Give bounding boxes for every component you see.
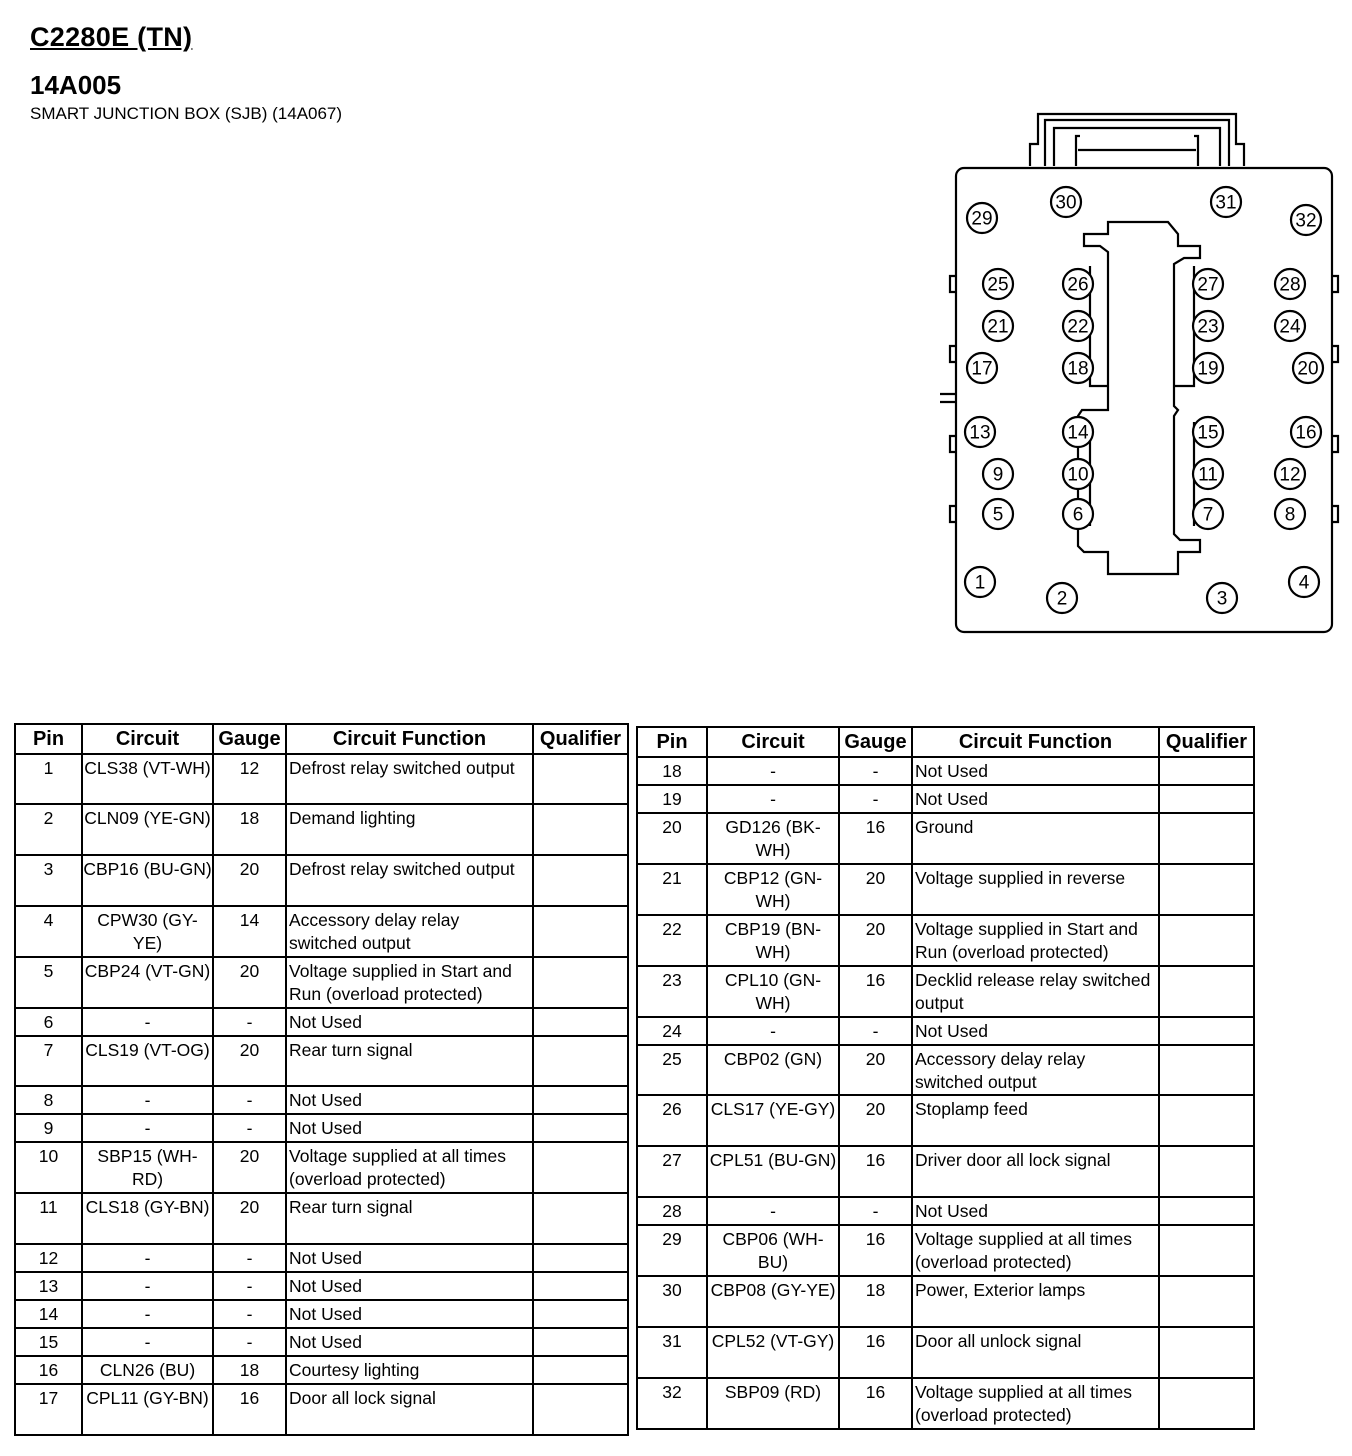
circuit-function-cell: Voltage supplied at all times (overload protected)	[286, 1142, 533, 1193]
gauge-cell: 12	[213, 754, 286, 804]
gauge-cell: 20	[839, 915, 912, 966]
pin-number-label: 24	[1279, 316, 1301, 338]
pin-number-label: 14	[1067, 422, 1089, 444]
circuit-cell: SBP15 (WH-RD)	[82, 1142, 213, 1193]
pin-number-label: 29	[971, 208, 993, 230]
gauge-cell: -	[213, 1328, 286, 1356]
pin-cell: 30	[637, 1276, 707, 1327]
pin-number-label: 7	[1202, 504, 1214, 526]
pin-number-label: 11	[1198, 464, 1218, 486]
qualifier-cell	[1159, 1327, 1254, 1378]
pin-1	[965, 567, 995, 597]
pin-cell: 27	[637, 1146, 707, 1197]
pin-8	[1275, 499, 1305, 529]
pin-cell: 25	[637, 1045, 707, 1095]
circuit-function-cell: Voltage supplied in Start and Run (overload protected)	[286, 957, 533, 1008]
table-row	[15, 1008, 628, 1036]
qualifier-cell	[1159, 1045, 1254, 1095]
table-row	[15, 1086, 628, 1114]
table-row	[15, 855, 628, 906]
qualifier-cell	[533, 1036, 628, 1086]
gauge-cell: 20	[213, 957, 286, 1008]
pin-number-label: 15	[1197, 422, 1219, 444]
pin-number-label: 25	[987, 274, 1009, 296]
pin-number-label: 26	[1067, 274, 1089, 296]
pin-cell: 22	[637, 915, 707, 966]
pin-16	[1291, 417, 1321, 447]
table-row	[637, 1045, 1254, 1095]
pin-number-label: 5	[992, 504, 1004, 526]
circuit-cell: CPL10 (GN-WH)	[707, 966, 839, 1017]
pin-number-label: 4	[1298, 572, 1310, 594]
qualifier-cell	[533, 1300, 628, 1328]
pin-cell: 2	[15, 804, 82, 855]
qualifier-cell	[533, 906, 628, 957]
circuit-function-cell: Power, Exterior lamps	[912, 1276, 1159, 1327]
pin-number-label: 18	[1067, 358, 1089, 380]
col-header-circuit: Circuit	[707, 727, 839, 757]
pin-cell: 20	[637, 813, 707, 864]
qualifier-cell	[533, 1244, 628, 1272]
col-header-gauge: Gauge	[839, 727, 912, 757]
pin-number-label: 16	[1295, 422, 1317, 444]
pin-17	[967, 353, 997, 383]
pin-cell: 29	[637, 1225, 707, 1276]
pin-cell: 15	[15, 1328, 82, 1356]
table-row	[637, 966, 1254, 1017]
pin-cell: 1	[15, 754, 82, 804]
pin-cell: 18	[637, 757, 707, 785]
pin-number-label: 19	[1197, 358, 1219, 380]
gauge-cell: -	[839, 1017, 912, 1045]
table-row	[15, 1193, 628, 1244]
qualifier-cell	[1159, 1378, 1254, 1429]
circuit-cell: -	[82, 1272, 213, 1300]
table-row	[637, 1017, 1254, 1045]
table-header-row	[15, 724, 628, 754]
pin-cell: 12	[15, 1244, 82, 1272]
qualifier-cell	[1159, 915, 1254, 966]
circuit-function-cell: Not Used	[912, 1197, 1159, 1225]
circuit-function-cell: Not Used	[286, 1300, 533, 1328]
circuit-function-cell: Not Used	[286, 1328, 533, 1356]
pin-cell: 9	[15, 1114, 82, 1142]
pin-21	[983, 311, 1013, 341]
table-row	[637, 1197, 1254, 1225]
circuit-function-cell: Voltage supplied in Start and Run (overload protected)	[912, 915, 1159, 966]
pin-number-label: 17	[971, 358, 993, 380]
table-row	[637, 785, 1254, 813]
circuit-cell: CBP19 (BN-WH)	[707, 915, 839, 966]
table-row	[637, 1327, 1254, 1378]
circuit-cell: CBP16 (BU-GN)	[82, 855, 213, 906]
gauge-cell: 16	[213, 1384, 286, 1435]
table-header-row	[637, 727, 1254, 757]
pin-29	[967, 203, 997, 233]
pin-25	[983, 269, 1013, 299]
qualifier-cell	[1159, 966, 1254, 1017]
gauge-cell: 18	[213, 1356, 286, 1384]
pin-32	[1291, 205, 1321, 235]
gauge-cell: 16	[839, 1225, 912, 1276]
pin-19	[1193, 353, 1223, 383]
col-header-circuit-function: Circuit Function	[912, 727, 1159, 757]
pin-cell: 3	[15, 855, 82, 906]
pin-24	[1275, 311, 1305, 341]
qualifier-cell	[1159, 813, 1254, 864]
circuit-cell: CPW30 (GY-YE)	[82, 906, 213, 957]
gauge-cell: -	[839, 757, 912, 785]
circuit-function-cell: Voltage supplied at all times (overload protected)	[912, 1378, 1159, 1429]
pin-27	[1193, 269, 1223, 299]
pin-number-label: 30	[1055, 192, 1077, 214]
pin-cell: 7	[15, 1036, 82, 1086]
circuit-function-cell: Rear turn signal	[286, 1036, 533, 1086]
col-header-circuit-function: Circuit Function	[286, 724, 533, 754]
circuit-function-cell: Not Used	[286, 1114, 533, 1142]
pin-number-label: 27	[1197, 274, 1219, 296]
col-header-qualifier: Qualifier	[1159, 727, 1254, 757]
pin-9	[983, 459, 1013, 489]
circuit-cell: CLN09 (YE-GN)	[82, 804, 213, 855]
table-row	[15, 1272, 628, 1300]
qualifier-cell	[1159, 1146, 1254, 1197]
gauge-cell: 20	[839, 1095, 912, 1146]
circuit-cell: -	[707, 1017, 839, 1045]
qualifier-cell	[1159, 1095, 1254, 1146]
circuit-function-cell: Not Used	[912, 757, 1159, 785]
pin-cell: 16	[15, 1356, 82, 1384]
pin-number-label: 8	[1284, 504, 1296, 526]
circuit-function-cell: Accessory delay relay switched output	[286, 906, 533, 957]
table-row	[15, 1142, 628, 1193]
pin-cell: 8	[15, 1086, 82, 1114]
circuit-function-cell: Ground	[912, 813, 1159, 864]
pin-cell: 10	[15, 1142, 82, 1193]
circuit-function-cell: Courtesy lighting	[286, 1356, 533, 1384]
table-row	[637, 1225, 1254, 1276]
table-row	[15, 1356, 628, 1384]
table-row	[637, 757, 1254, 785]
connector-id: C2280E (TN)	[30, 22, 193, 52]
circuit-function-cell: Demand lighting	[286, 804, 533, 855]
circuit-cell: -	[707, 1197, 839, 1225]
col-header-qualifier: Qualifier	[533, 724, 628, 754]
gauge-cell: -	[839, 1197, 912, 1225]
circuit-cell: CLS17 (YE-GY)	[707, 1095, 839, 1146]
circuit-function-cell: Not Used	[286, 1008, 533, 1036]
pin-3	[1207, 583, 1237, 613]
circuit-cell: CBP06 (WH-BU)	[707, 1225, 839, 1276]
table-row	[15, 1384, 628, 1435]
qualifier-cell	[533, 1114, 628, 1142]
pin-cell: 17	[15, 1384, 82, 1435]
circuit-cell: CPL51 (BU-GN)	[707, 1146, 839, 1197]
circuit-cell: CBP12 (GN-WH)	[707, 864, 839, 915]
col-header-pin: Pin	[15, 724, 82, 754]
circuit-function-cell: Rear turn signal	[286, 1193, 533, 1244]
circuit-cell: CPL52 (VT-GY)	[707, 1327, 839, 1378]
pin-number-label: 10	[1067, 464, 1089, 486]
pin-30	[1051, 187, 1081, 217]
table-row	[15, 1244, 628, 1272]
part-number: 14A005	[30, 70, 122, 100]
qualifier-cell	[533, 957, 628, 1008]
pin-15	[1193, 417, 1223, 447]
table-row	[15, 754, 628, 804]
pin-26	[1063, 269, 1093, 299]
pin-11	[1193, 459, 1223, 489]
circuit-function-cell: Voltage supplied at all times (overload protected)	[912, 1225, 1159, 1276]
qualifier-cell	[1159, 757, 1254, 785]
circuit-function-cell: Decklid release relay switched output	[912, 966, 1159, 1017]
gauge-cell: -	[213, 1272, 286, 1300]
col-header-pin: Pin	[637, 727, 707, 757]
pin-number-label: 1	[974, 572, 986, 594]
circuit-cell: GD126 (BK-WH)	[707, 813, 839, 864]
gauge-cell: 20	[213, 1142, 286, 1193]
pin-18	[1063, 353, 1093, 383]
pin-cell: 26	[637, 1095, 707, 1146]
circuit-function-cell: Driver door all lock signal	[912, 1146, 1159, 1197]
pin-cell: 13	[15, 1272, 82, 1300]
pin-cell: 31	[637, 1327, 707, 1378]
gauge-cell: 18	[839, 1276, 912, 1327]
qualifier-cell	[1159, 1276, 1254, 1327]
qualifier-cell	[533, 1142, 628, 1193]
pin-4	[1289, 567, 1319, 597]
circuit-function-cell: Voltage supplied in reverse	[912, 864, 1159, 915]
pin-number-label: 32	[1295, 210, 1317, 232]
table-row	[637, 1276, 1254, 1327]
table-row	[637, 915, 1254, 966]
gauge-cell: -	[213, 1244, 286, 1272]
pin-cell: 14	[15, 1300, 82, 1328]
pin-cell: 19	[637, 785, 707, 813]
col-header-gauge: Gauge	[213, 724, 286, 754]
connector-face-diagram	[938, 106, 1342, 638]
pin-number-label: 31	[1215, 192, 1237, 214]
pin-cell: 5	[15, 957, 82, 1008]
qualifier-cell	[533, 1272, 628, 1300]
pin-14	[1063, 417, 1093, 447]
col-header-circuit: Circuit	[82, 724, 213, 754]
table-row	[637, 1146, 1254, 1197]
gauge-cell: -	[213, 1300, 286, 1328]
pin-cell: 23	[637, 966, 707, 1017]
circuit-function-cell: Not Used	[912, 785, 1159, 813]
circuit-function-cell: Not Used	[286, 1244, 533, 1272]
qualifier-cell	[533, 1356, 628, 1384]
gauge-cell: 16	[839, 966, 912, 1017]
pin-cell: 24	[637, 1017, 707, 1045]
gauge-cell: 16	[839, 1327, 912, 1378]
pin-5	[983, 499, 1013, 529]
pin-2	[1047, 583, 1077, 613]
circuit-function-cell: Door all unlock signal	[912, 1327, 1159, 1378]
table-row	[15, 906, 628, 957]
gauge-cell: 20	[839, 864, 912, 915]
pin-cell: 4	[15, 906, 82, 957]
circuit-cell: CLS19 (VT-OG)	[82, 1036, 213, 1086]
qualifier-cell	[1159, 1197, 1254, 1225]
circuit-cell: -	[82, 1114, 213, 1142]
pin-cell: 28	[637, 1197, 707, 1225]
circuit-cell: -	[707, 785, 839, 813]
pin-cell: 6	[15, 1008, 82, 1036]
circuit-function-cell: Not Used	[286, 1086, 533, 1114]
pin-10	[1063, 459, 1093, 489]
circuit-function-cell: Defrost relay switched output	[286, 855, 533, 906]
circuit-cell: -	[82, 1328, 213, 1356]
circuit-cell: CLN26 (BU)	[82, 1356, 213, 1384]
gauge-cell: 16	[839, 1146, 912, 1197]
circuit-cell: -	[82, 1300, 213, 1328]
gauge-cell: -	[839, 785, 912, 813]
table-row	[637, 864, 1254, 915]
table-row	[15, 1036, 628, 1086]
gauge-cell: 16	[839, 1378, 912, 1429]
pin-number-label: 21	[987, 316, 1009, 338]
qualifier-cell	[1159, 785, 1254, 813]
pin-6	[1063, 499, 1093, 529]
qualifier-cell	[533, 855, 628, 906]
gauge-cell: 18	[213, 804, 286, 855]
pin-number-label: 12	[1279, 464, 1301, 486]
gauge-cell: 20	[213, 1036, 286, 1086]
pin-number-label: 9	[992, 464, 1004, 486]
table-row	[15, 1328, 628, 1356]
table-row	[637, 1378, 1254, 1429]
circuit-cell: SBP09 (RD)	[707, 1378, 839, 1429]
table-row	[637, 813, 1254, 864]
pin-number-label: 23	[1197, 316, 1219, 338]
table-row	[15, 1114, 628, 1142]
table-row	[15, 804, 628, 855]
pin-number-label: 20	[1297, 358, 1319, 380]
gauge-cell: 20	[839, 1045, 912, 1095]
table-row	[15, 957, 628, 1008]
pin-number-label: 13	[969, 422, 991, 444]
circuit-function-cell: Not Used	[912, 1017, 1159, 1045]
pin-12	[1275, 459, 1305, 489]
table-row	[15, 1300, 628, 1328]
pin-7	[1193, 499, 1223, 529]
pin-13	[965, 417, 995, 447]
circuit-cell: -	[82, 1008, 213, 1036]
circuit-function-cell: Defrost relay switched output	[286, 754, 533, 804]
gauge-cell: 16	[839, 813, 912, 864]
qualifier-cell	[533, 754, 628, 804]
circuit-cell: CPL11 (GY-BN)	[82, 1384, 213, 1435]
circuit-cell: CBP24 (VT-GN)	[82, 957, 213, 1008]
pin-cell: 21	[637, 864, 707, 915]
pin-number-label: 28	[1279, 274, 1301, 296]
gauge-cell: 14	[213, 906, 286, 957]
circuit-function-cell: Stoplamp feed	[912, 1095, 1159, 1146]
pin-number-label: 6	[1072, 504, 1084, 526]
circuit-cell: CLS38 (VT-WH)	[82, 754, 213, 804]
qualifier-cell	[1159, 1225, 1254, 1276]
pin-number-label: 2	[1056, 588, 1068, 610]
pin-28	[1275, 269, 1305, 299]
circuit-cell: -	[82, 1244, 213, 1272]
pin-number-label: 22	[1067, 316, 1089, 338]
circuit-cell: CLS18 (GY-BN)	[82, 1193, 213, 1244]
circuit-cell: CBP08 (GY-YE)	[707, 1276, 839, 1327]
circuit-function-cell: Not Used	[286, 1272, 533, 1300]
qualifier-cell	[533, 1008, 628, 1036]
pin-22	[1063, 311, 1093, 341]
pin-number-label: 3	[1216, 588, 1228, 610]
pin-cell: 11	[15, 1193, 82, 1244]
pinout-table-left	[14, 723, 629, 1436]
component-description: SMART JUNCTION BOX (SJB) (14A067)	[30, 104, 343, 123]
qualifier-cell	[533, 1086, 628, 1114]
gauge-cell: 20	[213, 1193, 286, 1244]
qualifier-cell	[1159, 1017, 1254, 1045]
qualifier-cell	[533, 1384, 628, 1435]
circuit-cell: -	[82, 1086, 213, 1114]
table-row	[637, 1095, 1254, 1146]
pin-20	[1293, 353, 1323, 383]
circuit-function-cell: Accessory delay relay switched output	[912, 1045, 1159, 1095]
gauge-cell: 20	[213, 855, 286, 906]
pin-23	[1193, 311, 1223, 341]
qualifier-cell	[533, 1328, 628, 1356]
qualifier-cell	[533, 1193, 628, 1244]
gauge-cell: -	[213, 1086, 286, 1114]
circuit-function-cell: Door all lock signal	[286, 1384, 533, 1435]
pinout-table-right	[636, 726, 1255, 1430]
pin-cell: 32	[637, 1378, 707, 1429]
circuit-cell: -	[707, 757, 839, 785]
gauge-cell: -	[213, 1114, 286, 1142]
pin-31	[1211, 187, 1241, 217]
gauge-cell: -	[213, 1008, 286, 1036]
qualifier-cell	[533, 804, 628, 855]
qualifier-cell	[1159, 864, 1254, 915]
circuit-cell: CBP02 (GN)	[707, 1045, 839, 1095]
